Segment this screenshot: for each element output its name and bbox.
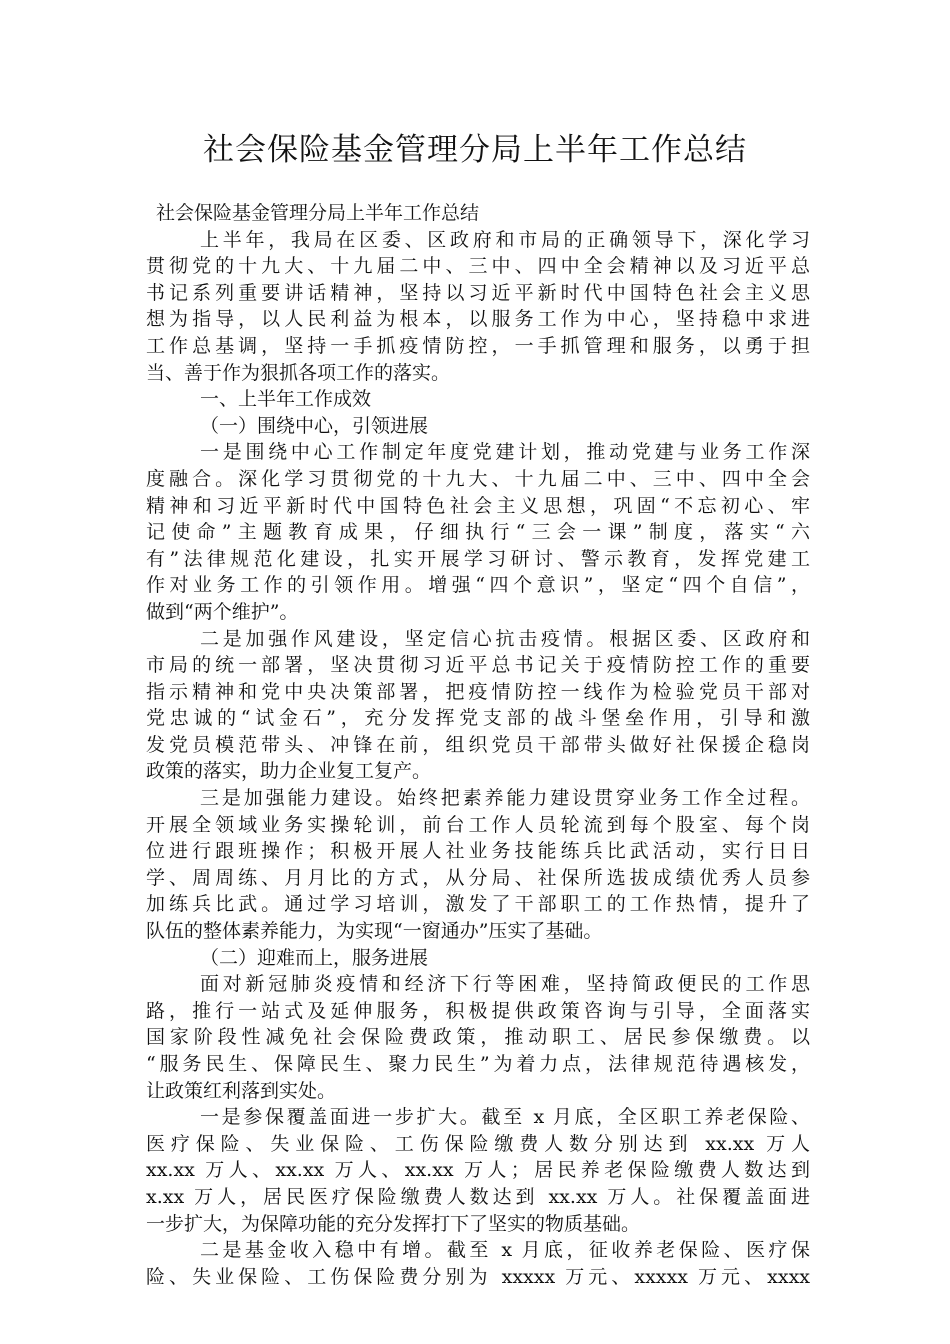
text-line: 上半年，我局在区委、区政府和市局的正确领导下，深化学习 (200, 228, 810, 251)
text-line: 路，推行一站式及延伸服务，积极提供政策咨询与引导，全面落实 (146, 999, 810, 1022)
text-line: 一步扩大，为保障功能的充分发挥打下了坚实的物质基础。 (146, 1212, 641, 1235)
text-line: 开展全领域业务实操轮训，前台工作人员轮流到每个股室、每个岗 (146, 813, 810, 836)
text-line: 想为指导，以人民利益为根本，以服务工作为中心，坚持稳中求进 (146, 308, 810, 331)
text-line: 发党员模范带头、冲锋在前，组织党员干部带头做好社保援企稳岗 (146, 733, 810, 756)
text-line: 书记系列重要讲话精神，坚持以习近平新时代中国特色社会主义思 (146, 281, 810, 304)
text-line: 作对业务工作的引领作用。增强“四个意识”，坚定“四个自信”， (146, 574, 810, 597)
text-line: （一）围绕中心，引领进展 (200, 414, 429, 437)
text-line: 学、周周练、月月比的方式，从分局、社保所选拔成绩优秀人员参 (146, 866, 810, 889)
text-line: 位进行跟班操作；积极开展人社业务技能练兵比武活动，实行日日 (146, 840, 810, 863)
text-line: 让政策红利落到实处。 (146, 1079, 337, 1102)
text-line: 指示精神和党中央决策部署，把疫情防控一线作为检验党员干部对 (146, 680, 810, 703)
text-line: （二）迎难而上，服务进展 (200, 946, 429, 969)
text-line: 一是参保覆盖面进一步扩大。截至 x 月底，全区职工养老保险、 (200, 1106, 810, 1129)
text-line: 二是加强作风建设，坚定信心抗击疫情。根据区委、区政府和 (200, 627, 810, 650)
text-line: 政策的落实，助力企业复工复产。 (146, 760, 432, 783)
text-line: 工作总基调，坚持一手抓疫情防控，一手抓管理和服务，以勇于担 (146, 334, 810, 357)
text-line: 一是围绕中心工作制定年度党建计划，推动党建与业务工作深 (200, 441, 810, 464)
text-line: 医疗保险、失业保险、工伤保险缴费人数分别达到 xx.xx 万人 (146, 1132, 810, 1155)
text-line: “服务民生、保障民生、聚力民生”为着力点，法律规范待遇核发， (146, 1053, 810, 1075)
text-line: 社会保险基金管理分局上半年工作总结 (156, 202, 480, 224)
text-line: 精神和习近平新时代中国特色社会主义思想，巩固“不忘初心、牢 (146, 494, 810, 517)
document-title: 社会保险基金管理分局上半年工作总结 (203, 132, 747, 168)
text-line: 面对新冠肺炎疫情和经济下行等困难，坚持简政便民的工作思 (200, 973, 810, 996)
text-line: 三是加强能力建设。始终把素养能力建设贯穿业务工作全过程。 (200, 787, 810, 810)
text-line: 记使命”主题教育成果，仔细执行“三会一课”制度，落实“六 (146, 521, 810, 544)
text-line: 当、善于作为狠抓各项工作的落实。 (146, 361, 451, 384)
text-line: xx.xx 万人、xx.xx 万人、xx.xx 万人；居民养老保险缴费人数达到 (146, 1159, 810, 1182)
text-line: 二是基金收入稳中有增。截至 x 月底，征收养老保险、医疗保 (200, 1239, 810, 1262)
document-body (146, 200, 810, 1290)
text-line: 有”法律规范化建设，扎实开展学习研讨、警示教育，发挥党建工 (146, 547, 810, 570)
text-line: 贯彻党的十九大、十九届二中、三中、四中全会精神以及习近平总 (146, 255, 810, 278)
text-line: 险、失业保险、工伤保险费分别为 xxxxx 万元、xxxxx 万元、xxxx (146, 1265, 810, 1288)
text-line: 做到“两个维护”。 (146, 600, 299, 623)
text-line: 国家阶段性减免社会保险费政策，推动职工、居民参保缴费。以 (146, 1026, 810, 1049)
text-line: 一、上半年工作成效 (200, 388, 372, 411)
text-line: 度融合。深化学习贯彻党的十九大、十九届二中、三中、四中全会 (146, 467, 810, 490)
text-line: 市局的统一部署，坚决贯彻习近平总书记关于疫情防控工作的重要 (146, 654, 810, 677)
text-line: 加练兵比武。通过学习培训，激发了干部职工的工作热情，提升了 (146, 893, 810, 916)
text-line: x.xx 万人，居民医疗保险缴费人数达到 xx.xx 万人。社保覆盖面进 (146, 1185, 810, 1208)
text-line: 党忠诚的“试金石”，充分发挥党支部的战斗堡垒作用，引导和激 (146, 707, 810, 730)
text-line: 队伍的整体素养能力，为实现“一窗通办”压实了基础。 (146, 920, 603, 943)
